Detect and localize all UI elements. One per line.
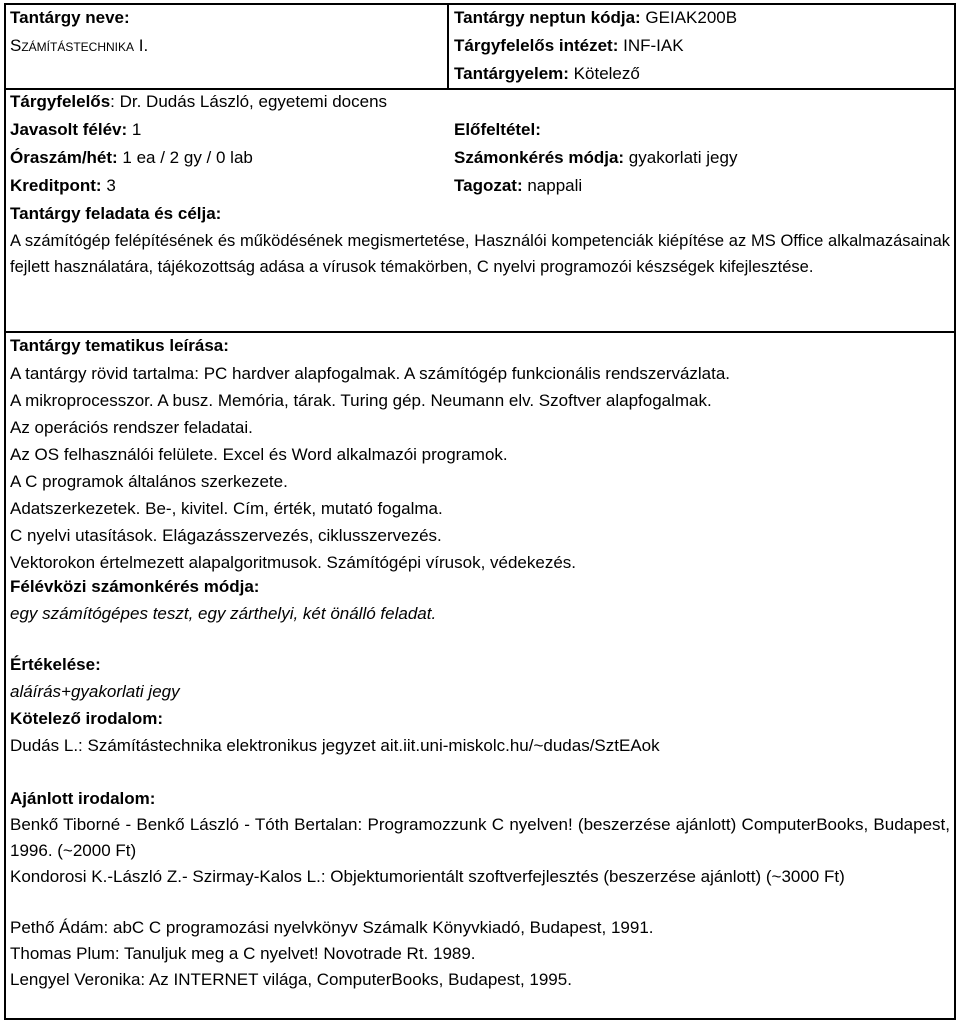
- recommended-literature-item: Benkő Tiborné - Benkő László - Tóth Bertalan: Programozzunk C nyelven! (beszerzése ajánlott) ComputerBooks, Budapest, 1996. (~2000 Ft): [10, 815, 950, 860]
- neptun-code-value: GEIAK200B: [640, 8, 738, 27]
- required-literature-item: Dudás L.: Számítástechnika elektronikus jegyzet ait.iit.uni-miskolc.hu/~dudas/SztEAok: [10, 736, 660, 755]
- neptun-code: [454, 8, 737, 28]
- weekly-hours-label: Óraszám/hét:: [10, 148, 118, 167]
- responsible-label: Tárgyfelelős: [10, 92, 111, 111]
- credits-value: 3: [101, 176, 116, 195]
- syllabus-line: C nyelvi utasítások. Elágazásszervezés, ciklusszervezés.: [10, 526, 442, 545]
- header-column-divider: [447, 3, 449, 90]
- weekly-hours: [10, 148, 253, 168]
- midterm-text: egy számítógépes teszt, egy zárthelyi, két önálló feladat.: [10, 604, 437, 623]
- goal-text: A számítógép felépítésének és működésének megismertetése, Használói kompetenciák kiépítése az MS Office alkalmazásainak fejlett használatára, tájékozottság adása a vírusok témakörben, C nyelvi programozói készségek kifejlesztése.: [10, 232, 950, 276]
- course-name-label: Tantárgy neve:: [10, 8, 130, 27]
- syllabus-line: A tantárgy rövid tartalma: PC hardver alapfogalmak. A számítógép funkcionális rendszervázlata.: [10, 364, 731, 383]
- neptun-code-label: Tantárgy neptun kódja:: [454, 8, 641, 27]
- weekly-hours-value: 1 ea / 2 gy / 0 lab: [117, 148, 253, 167]
- recommended-literature-item: Lengyel Veronika: Az INTERNET világa, ComputerBooks, Budapest, 1995.: [10, 970, 572, 989]
- syllabus-line: Vektorokon értelmezett alapalgoritmusok. Számítógépi vírusok, védekezés.: [10, 553, 577, 572]
- syllabus-line: Az OS felhasználói felülete. Excel és Word alkalmazói programok.: [10, 445, 508, 464]
- exam-type: [454, 148, 737, 168]
- institute-label: Tárgyfelelős intézet:: [454, 36, 619, 55]
- credits: [10, 176, 116, 196]
- syllabus-line: A mikroprocesszor. A busz. Memória, tárak. Turing gép. Neumann elv. Szoftver alapfogalmak.: [10, 391, 712, 410]
- course-name-value: Számítástechnika I.: [10, 36, 149, 55]
- semester: [10, 120, 141, 140]
- recommended-literature-item: Pethő Ádám: abC C programozási nyelvkönyv Számalk Könyvkiadó, Budapest, 1991.: [10, 918, 654, 937]
- goal-divider: [4, 331, 956, 333]
- prerequisite-label: Előfeltétel:: [454, 120, 541, 139]
- responsible: [10, 92, 387, 112]
- syllabus-line: Az operációs rendszer feladatai.: [10, 418, 253, 437]
- goal-label: Tantárgy feladata és célja:: [10, 204, 222, 223]
- required-literature-label: Kötelező irodalom:: [10, 709, 164, 728]
- header-divider: [4, 88, 956, 90]
- institute: [454, 36, 684, 56]
- exam-type-value: gyakorlati jegy: [624, 148, 738, 167]
- section-label: Tagozat:: [454, 176, 523, 195]
- responsible-value: : Dr. Dudás László, egyetemi docens: [110, 92, 388, 111]
- syllabus-line: Adatszerkezetek. Be-, kivitel. Cím, érték, mutató fogalma.: [10, 499, 443, 518]
- exam-type-label: Számonkérés módja:: [454, 148, 625, 167]
- course-element-label: Tantárgyelem:: [454, 64, 569, 83]
- evaluation-label: Értékelése:: [10, 655, 101, 674]
- semester-value: 1: [127, 120, 142, 139]
- evaluation-text: aláírás+gyakorlati jegy: [10, 682, 180, 701]
- syllabus-line: A C programok általános szerkezete.: [10, 472, 288, 491]
- credits-label: Kreditpont:: [10, 176, 102, 195]
- midterm-label: Félévközi számonkérés módja:: [10, 577, 260, 596]
- course-element: [454, 64, 640, 84]
- course-element-value: Kötelező: [568, 64, 640, 83]
- semester-label: Javasolt félév:: [10, 120, 128, 139]
- section-value: nappali: [522, 176, 583, 195]
- recommended-literature-item: Kondorosi K.-László Z.- Szirmay-Kalos L.: Objektumorientált szoftverfejlesztés (beszerzése ajánlott) (~3000 Ft): [10, 867, 845, 886]
- recommended-literature-item: Thomas Plum: Tanuljuk meg a C nyelvet! Novotrade Rt. 1989.: [10, 944, 476, 963]
- institute-value: INF-IAK: [618, 36, 684, 55]
- syllabus-label: Tantárgy tematikus leírása:: [10, 336, 229, 355]
- section: [454, 176, 582, 196]
- recommended-literature-label: Ajánlott irodalom:: [10, 789, 156, 808]
